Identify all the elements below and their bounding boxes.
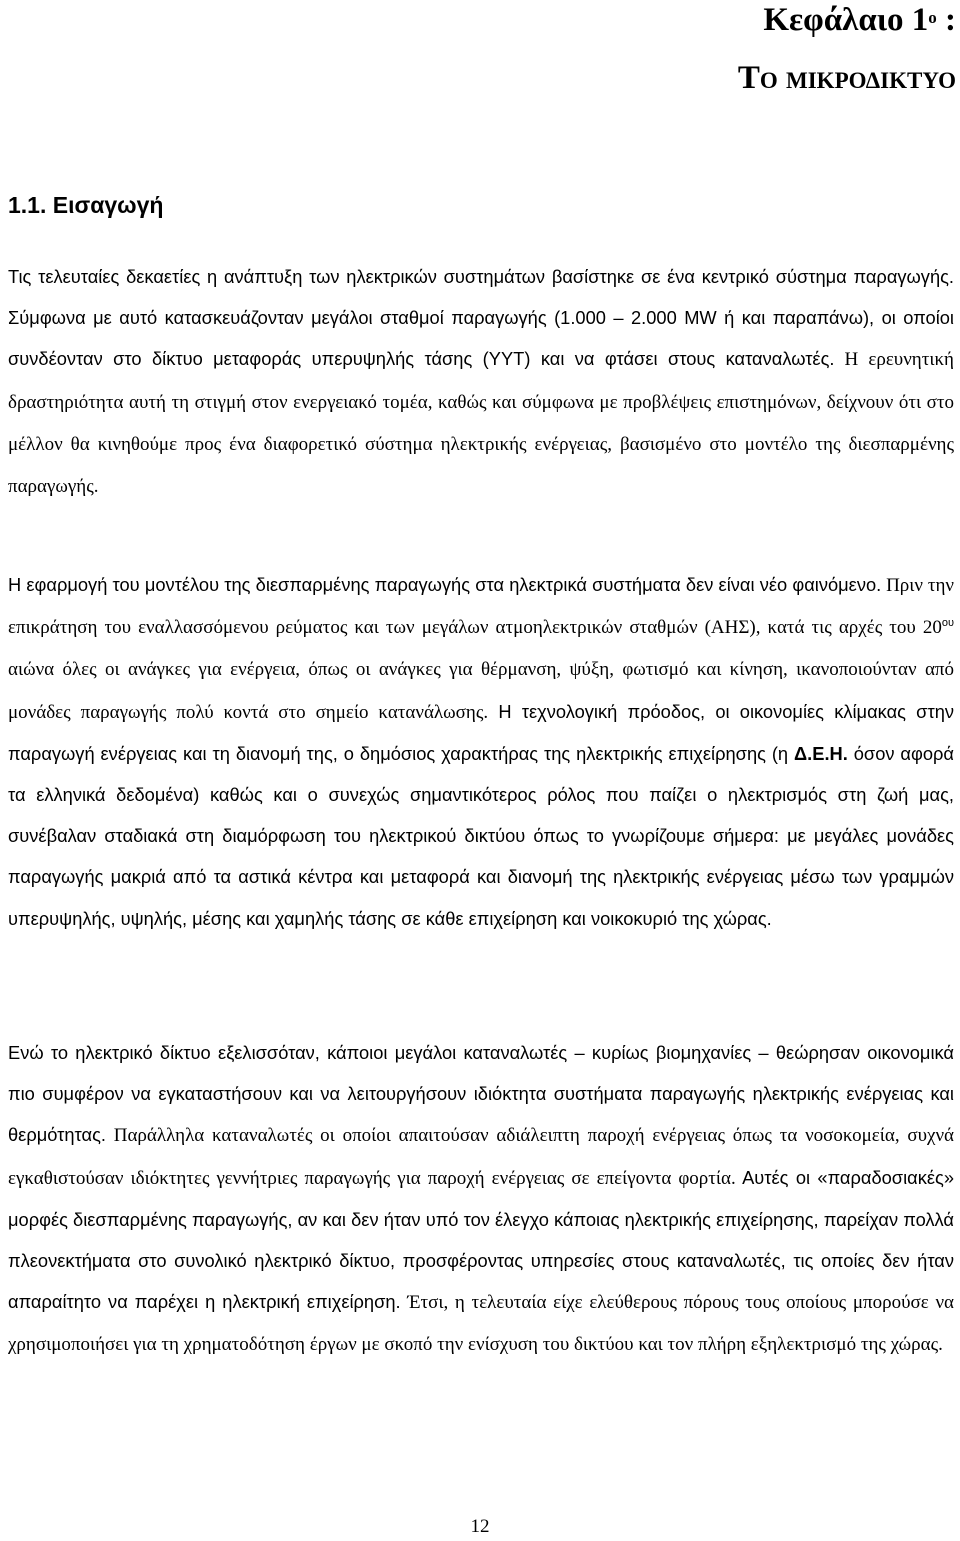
paragraph-3-part-d: Έτσι, η τελευταία είχε ελεύθερους πόρους τους οποίους μπορούσε να χρησιμοποιήσει για τη χρηματοδότηση έργων με σκοπό την ενίσχυση του δικτύου και τον πλήρη εξηλεκτρισμό της χώρας. (8, 1292, 954, 1356)
paragraph-2-part-b: Πριν την επικράτηση του εναλλασσόμενου ρεύματος και των μεγάλων ατμοηλεκτρικών σταθμών (ΑΗΣ), κατά τις αρχές του (8, 575, 954, 639)
paragraph-3-part-c: Αυτές οι «παραδοσιακές» μορφές διεσπαρμένης παραγωγής, αν και δεν ήταν υπό τον έλεγχο κάποιας ηλεκτρικής επιχείρησης, παρείχαν πολλά πλεονεκτήματα στο συνολικό ηλεκτρικό δίκτυο, προσφέροντας υπηρεσίες στους καταναλωτές, τις οποίες δεν ήταν απαραίτητο να παρέχει η ηλεκτρική επιχείρηση. (8, 1166, 954, 1313)
paragraph-3-part-a: Ενώ το ηλεκτρικό δίκτυο εξελισσόταν, κάποιοι μεγάλοι καταναλωτές – κυρίως βιομηχανίες – θεώρησαν οικονομικά πιο συμφέρον να εγκαταστήσουν και να λειτουργήσουν ιδιόκτητα συστήματα παραγωγής ηλεκτρικής ενέργειας και θερμότητας. (8, 1042, 954, 1146)
chapter-number (763, 0, 956, 40)
chapter-colon: : (936, 2, 956, 38)
chapter-ordinal-superscript: ο (928, 8, 937, 27)
century-number: 20 (922, 617, 942, 639)
century-ordinal-superscript: ου (941, 617, 954, 630)
paragraph-2 (8, 564, 954, 939)
dei-abbreviation: Δ.Ε.Η. (794, 742, 848, 764)
paragraph-2-part-d: Η τεχνολογική πρόοδος, οι οικονομίες κλίμακας στην παραγωγή ενέργειας και τη διανομή της, ο δημόσιος χαρακτήρας της ηλεκτρικής επιχείρησης (η (8, 700, 954, 764)
paragraph-2-part-c: αιώνα όλες οι ανάγκες για ενέργεια, όπως οι ανάγκες για θέρμανση, ψύξη, φωτισμό και κίνηση, ικανοποιούνταν από μονάδες παραγωγής πολύ κοντά στο σημείο κατανάλωσης. (8, 659, 954, 723)
paragraph-3 (8, 1032, 954, 1366)
chapter-title-rest: ο μικροδικτυο (759, 60, 956, 96)
paragraph-2-part-a: Η εφαρμογή του μοντέλου της διεσπαρμένης παραγωγής στα ηλεκτρικά συστήματα δεν είναι νέο φαινόμενο. (8, 574, 882, 595)
paragraph-1-part-a: Τις τελευταίες δεκαετίες η ανάπτυξη των ηλεκτρικών συστημάτων βασίστηκε σε ένα κεντρικό σύστημα παραγωγής. Σύμφωνα με αυτό κατασκευάζονταν μεγάλοι σταθμοί παραγωγής (1.000 – 2.000 MW ή και παραπάνω), οι οποίοι συνδέονταν στο δίκτυο μεταφοράς υπερυψηλής τάσης (ΥΥΤ) και να φτάσει στους καταναλωτές. (8, 266, 954, 370)
chapter-label: Κεφάλαιο 1 (763, 2, 929, 38)
paragraph-1-part-b: Η ερευνητική δραστηριότητα αυτή τη στιγμή στον ενεργειακό τομέα, καθώς και σύμφωνα με προβλέψεις επιστημόνων, δείχνουν ότι στο μέλλον θα κινηθούμε προς ένα διαφορετικό σύστημα ηλεκτρικής ενέργειας, βασισμένο στο μοντέλο της διεσπαρμένης παραγωγής. (8, 349, 954, 498)
section-heading: 1.1. Εισαγωγή (8, 192, 164, 218)
chapter-title (738, 58, 956, 98)
paragraph-1 (8, 256, 954, 507)
page-number: 12 (470, 1516, 490, 1537)
chapter-title-initial: Τ (737, 60, 760, 96)
paragraph-3-part-b: Παράλληλα καταναλωτές οι οποίοι απαιτούσαν αδιάλειπτη παροχή ενέργειας όπως τα νοσοκομεία, συχνά εγκαθιστούσαν ιδιόκτητες γεννήτριες παραγωγής για παροχή ενέργειας σε επείγοντα φορτία. (8, 1125, 954, 1189)
paragraph-2-part-e: όσον αφορά τα ελληνικά δεδομένα) καθώς και ο συνεχώς σημαντικότερος ρόλος που παίζει ο ηλεκτρισμός στη ζωή μας, συνέβαλαν σταδιακά στη διαμόρφωση του ηλεκτρικού δικτύου όπως το γνωρίζουμε σήμερα: με μεγάλες μονάδες παραγωγής μακριά από τα αστικά κέντρα και μεταφορά και διανομή της ηλεκτρικής ενέργειας μέσω των γραμμών υπερυψηλής, υψηλής, μέσης και χαμηλής τάσης σε κάθε επιχείρηση και νοικοκυριό της χώρας. (8, 742, 954, 929)
